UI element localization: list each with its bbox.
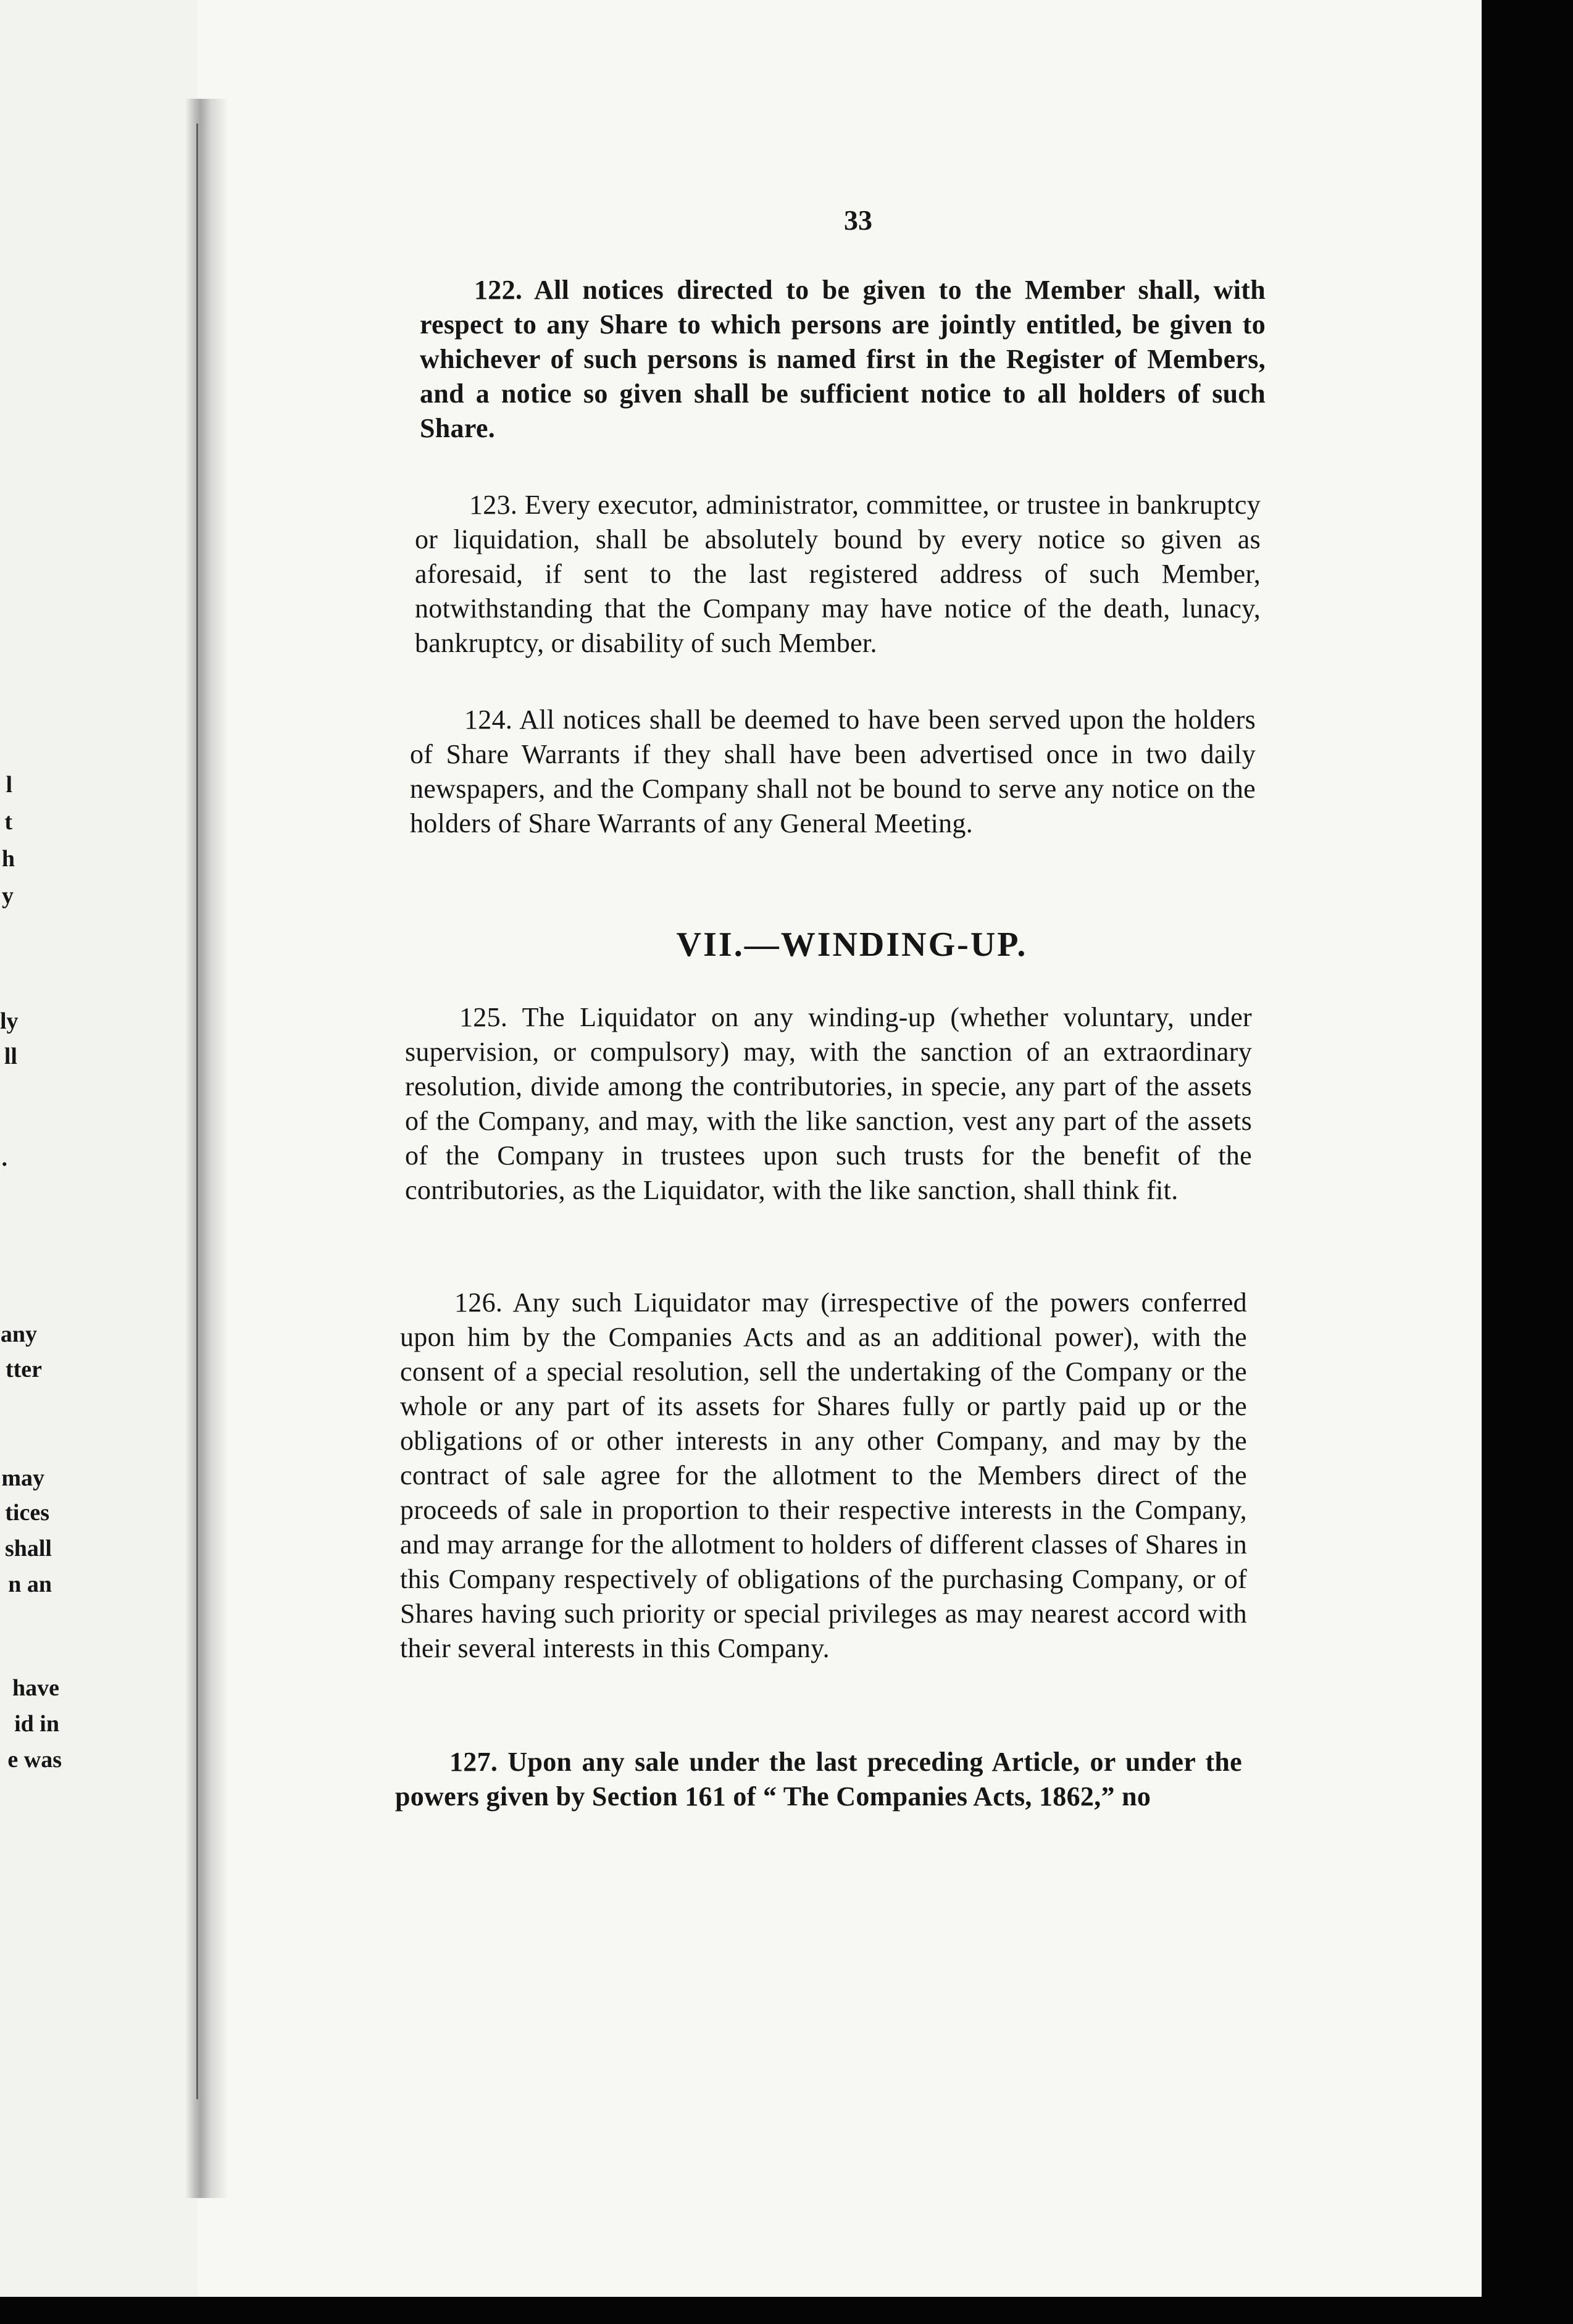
scan-border-right — [1482, 0, 1573, 2324]
article-124: 124. All notices shall be deemed to have been served upon the holders of Share Warrants if they shall have been advertised once in two daily newspapers, and the Company shall not be bound to serve any notice on the holders of Share Warrants of any General Meeting. — [410, 704, 1256, 838]
left-page-fragment: id in — [14, 1711, 59, 1737]
scan-border-bottom — [0, 2297, 1573, 2324]
left-page-fragment: l — [6, 772, 12, 798]
page-number: 33 — [844, 204, 872, 236]
article-123: 123. Every executor, administrator, committee, or trustee in bankruptcy or liquidation, shall be absolutely bound by every notice so given as aforesaid, if sent to the last registered address of such Member, notwithstanding that the Company may have notice of the death, lunacy, bankruptcy, or disability of such Member. — [415, 490, 1261, 658]
left-page-fragment: tices — [5, 1500, 49, 1526]
left-page-fragment: shall — [4, 1536, 52, 1561]
binding-gutter-shadow — [185, 99, 228, 2198]
article-122: 122. All notices directed to be given to the Member shall, with respect to any Share to which persons are jointly entitled, be given to whichever of such persons is named first in the Register of Members, and a notice so given shall be sufficient notice to all holders of such Share. — [420, 275, 1266, 443]
left-page-fragment: ly — [0, 1008, 19, 1034]
left-page-fragment: may — [1, 1465, 44, 1491]
article-127: 127. Upon any sale under the last preceding Article, or under the powers given by Section 161 of “ The Companies Acts, 1862,” no — [395, 1747, 1242, 1812]
facing-page-edge — [0, 0, 198, 2297]
article-125: 125. The Liquidator on any winding-up (whether voluntary, under supervision, or compulsory) may, with the sanction of an extraordinary resolution, divide among the contributories, in specie, any part of the assets of the Company, and may, with the like sanction, vest any part of the assets of the Company in trustees upon such trusts for the benefit of the contributories, as the Liquidator, with the like sanction, shall think fit. — [405, 1002, 1252, 1205]
left-page-fragment: y — [2, 883, 14, 909]
article-126: 126. Any such Liquidator may (irrespective of the powers conferred upon him by the Companies Acts and as an additional power), with the consent of a special resolution, sell the undertaking of the Company or the whole or any part of its assets for Shares fully or partly paid up or the obligations of or other interests in any other Company, and may by the contract of sale agree for the allotment to the Members direct of the proceeds of sale in proportion to their respective interests in the Company, and may arrange for the allotment to holders of different classes of Shares in this Company respectively of obligations of the purchasing Company, or of Shares having such priority or special privileges as may nearest accord with their several interests in this Company. — [400, 1287, 1247, 1663]
left-page-fragment: any — [0, 1321, 37, 1347]
left-page-fragment: n an — [8, 1571, 52, 1597]
left-page-fragment: tter — [5, 1356, 42, 1382]
left-page-fragment: h — [1, 846, 15, 872]
left-page-fragment: ll — [4, 1043, 17, 1069]
left-page-fragment: have — [12, 1675, 59, 1701]
left-page-fragment: . — [1, 1145, 7, 1171]
section-heading: VII.—WINDING-UP. — [676, 926, 1028, 964]
left-page-fragment: e was — [7, 1747, 62, 1773]
binding-gutter-line — [196, 123, 198, 2099]
left-page-fragment: t — [4, 809, 12, 835]
